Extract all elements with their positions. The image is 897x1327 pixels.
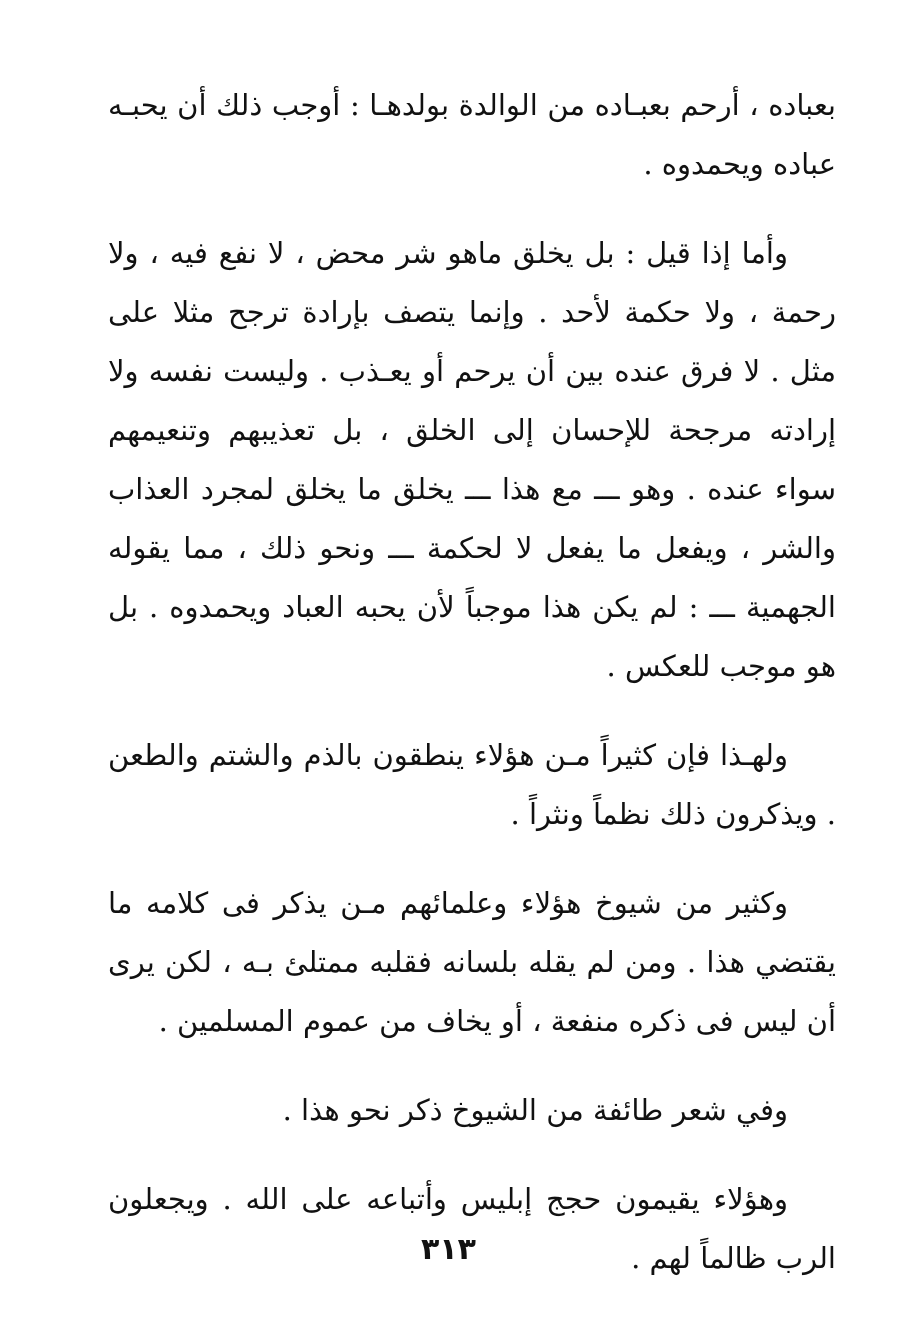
paragraph-gap: [108, 844, 836, 874]
paragraph-2: وأما إذا قيل : بل يخلق ماهو شر محض ، لا نفع فيه ، ولا رحمة ، ولا حكمة لأحد . وإنما يتصف بإرادة ترجح مثلا على مثل . لا فرق عنده بين أن يرحم أو يعـذب . وليست نفسه ولا إرادته مرجحة للإحسان إلى الخلق ، بل تعذيبهم وتنعيمهم سواء عنده . وهو ـــ مع هذا ـــ يخلق ما يخلق لمجرد العذاب والشر ، ويفعل ما يفعل لا لحكمة ـــ ونحو ذلك ، مما يقوله الجهمية ـــ : لم يكن هذا موجباً لأن يحبه العباد ويحمدوه . بل هو موجب للعكس .: [108, 236, 836, 683]
paragraph-5: وفي شعر طائفة من الشيوخ ذكر نحو هذا .: [282, 1093, 788, 1127]
paragraph-gap: [108, 1140, 836, 1170]
paragraph-4: وكثير من شيوخ هؤلاء وعلمائهم مـن يذكر فى كلامه ما يقتضي هذا . ومن لم يقله بلسانه فقلبه ممتلئ بـه ، لكن يرى أن ليس فى ذكره منفعة ، أو يخاف من عموم المسلمين .: [108, 886, 836, 1038]
page-number: ٣١٣: [421, 1232, 476, 1267]
paragraph-gap: [108, 696, 836, 726]
paragraph-6: وهؤلاء يقيمون حجج إبليس وأتباعه على الله . ويجعلون الرب ظالماً لهم .: [108, 1182, 836, 1275]
paragraph-gap: [108, 194, 836, 224]
page-body: [108, 76, 836, 1288]
paragraph-1: بعباده ، أرحم بعبـاده من الوالدة بولدهـا : أوجب ذلك أن يحبـه عباده ويحمدوه .: [108, 88, 836, 181]
paragraph-3: ولهـذا فإن كثيراً مـن هؤلاء ينطقون بالذم والشتم والطعن . ويذكرون ذلك نظماً ونثراً .: [108, 738, 836, 831]
paragraph-gap: [108, 1051, 836, 1081]
